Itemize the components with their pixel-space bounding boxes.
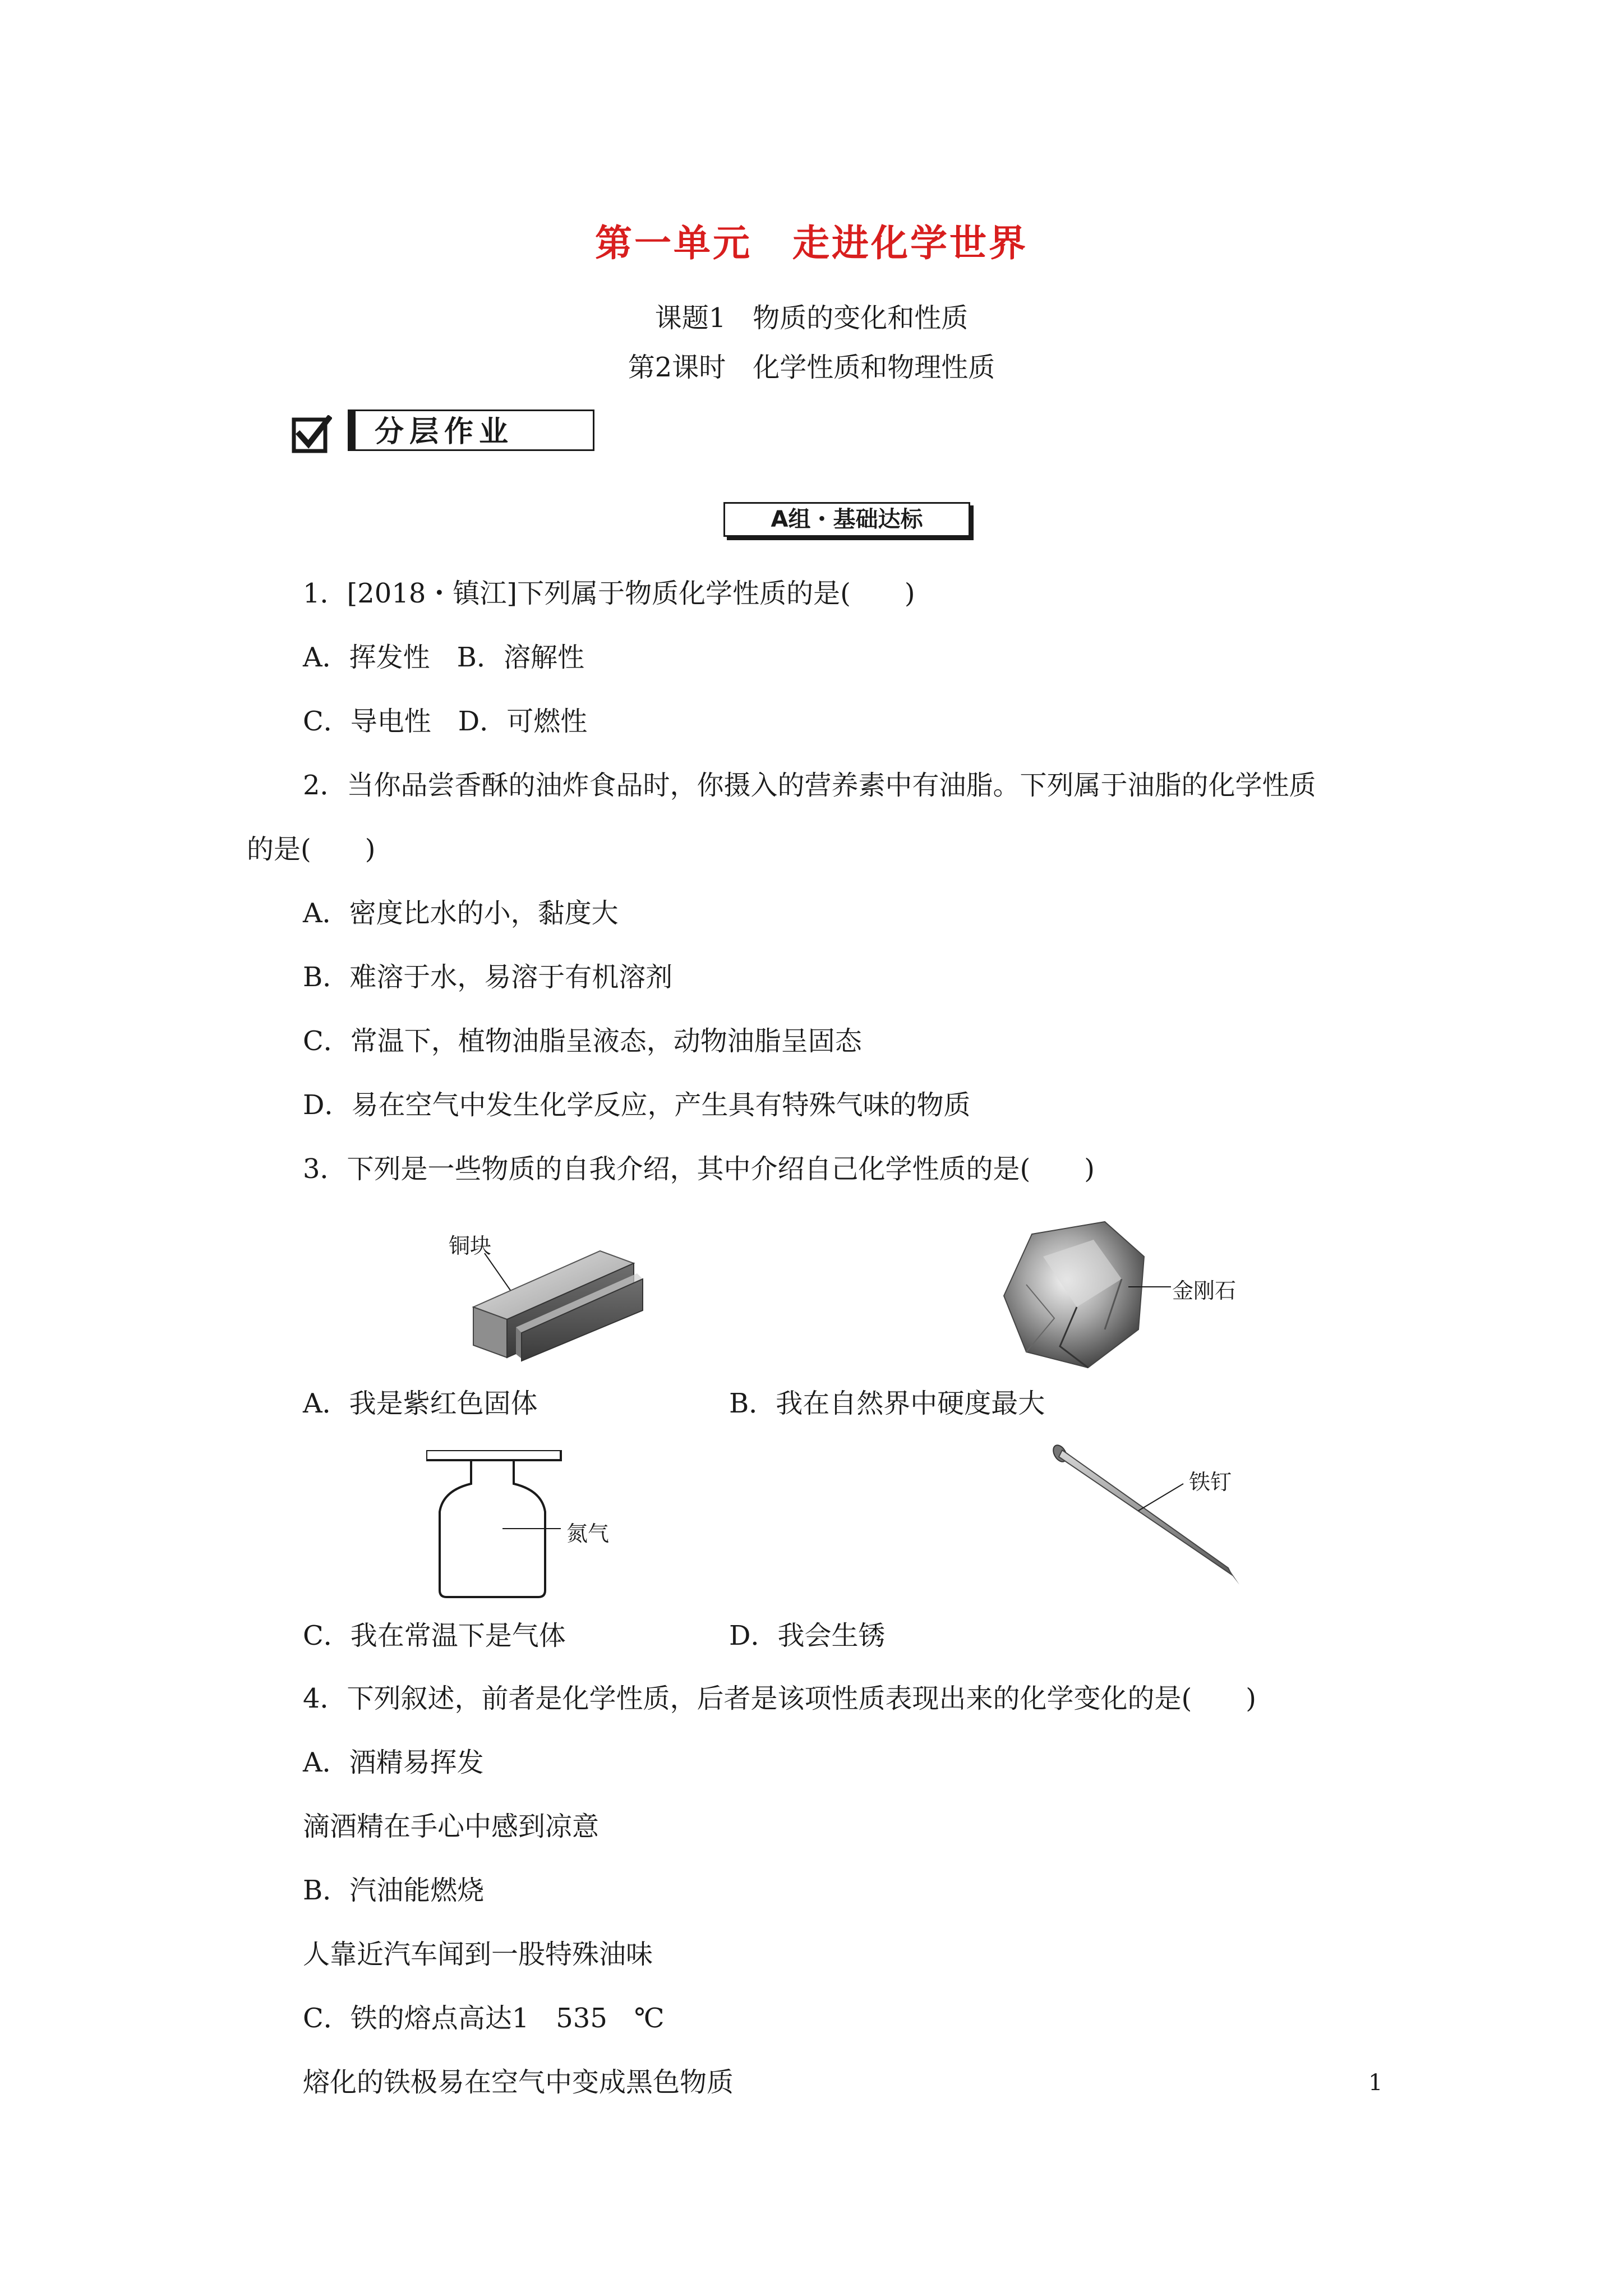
- page-number: 1: [1368, 2070, 1383, 2096]
- diamond-leader-line: [1127, 1279, 1172, 1296]
- q2-option-a: A．密度比水的小，黏度大: [303, 898, 619, 929]
- q4-stem: 4．下列叙述，前者是化学性质，后者是该项性质表现出来的化学变化的是( ): [303, 1683, 1256, 1714]
- lesson-title: 课题1 物质的变化和性质: [654, 302, 969, 334]
- q3-option-a: A．我是紫红色固体: [303, 1388, 538, 1419]
- unit-title: [0, 213, 1623, 266]
- unit-number: 第一单元: [595, 221, 752, 265]
- q1-options-cd: C．导电性 D．可燃性: [303, 706, 588, 737]
- copper-block-label: 铜块: [449, 1234, 492, 1258]
- iron-nail-label: 铁钉: [1189, 1470, 1232, 1494]
- diamond-image: [993, 1217, 1161, 1374]
- q4-option-c: C．铁的熔点高达1 535 ℃: [303, 2003, 665, 2034]
- q3-option-c: C．我在常温下是气体: [303, 1620, 566, 1651]
- q2-stem-line2: 的是( ): [247, 834, 376, 865]
- q4-option-a: A．酒精易挥发: [303, 1747, 484, 1778]
- q4-option-b: B．汽油能燃烧: [303, 1875, 485, 1906]
- q2-option-c: C．常温下，植物油脂呈液态，动物油脂呈固态: [303, 1025, 862, 1057]
- nitrogen-label: 氮气: [566, 1521, 610, 1546]
- q4-option-b-detail: 人靠近汽车闻到一股特殊油味: [303, 1939, 653, 1970]
- q1-stem: 1．[2018・镇江]下列属于物质化学性质的是( ): [303, 578, 915, 609]
- group-a-label: A组・基础达标: [723, 502, 970, 537]
- iron-nail-figure: [1049, 1444, 1284, 1590]
- q1-options-ab: A．挥发性 B．溶解性: [303, 642, 584, 673]
- q4-option-c-detail: 熔化的铁极易在空气中变成黑色物质: [303, 2067, 734, 2098]
- q3-option-b: B．我在自然界中硬度最大: [729, 1388, 1045, 1419]
- q2-stem-line1: 2．当你品尝香酥的油炸食品时，你摄入的营养素中有油脂。下列属于油脂的化学性质: [303, 770, 1316, 801]
- diamond-figure: [993, 1217, 1284, 1374]
- copper-leader-line: [482, 1251, 516, 1296]
- q3-option-d: D．我会生锈: [729, 1620, 886, 1651]
- diamond-label: 金刚石: [1172, 1278, 1237, 1303]
- q3-stem: 3．下列是一些物质的自我介绍，其中介绍自己化学性质的是( ): [303, 1153, 1095, 1185]
- gas-bottle-figure: [426, 1450, 610, 1602]
- session-title: 第2课时 化学性质和物理性质: [628, 352, 995, 383]
- badge-label: 分层作业: [348, 409, 594, 451]
- checkbox-check-icon: [292, 415, 332, 455]
- q2-option-d: D．易在空气中发生化学反应，产生具有特殊气味的物质: [303, 1089, 971, 1121]
- copper-block-figure: [449, 1228, 651, 1363]
- unit-name: 走进化学世界: [792, 221, 1028, 265]
- q2-option-b: B．难溶于水，易溶于有机溶剂: [303, 961, 673, 993]
- q4-option-a-detail: 滴酒精在手心中感到凉意: [303, 1811, 600, 1842]
